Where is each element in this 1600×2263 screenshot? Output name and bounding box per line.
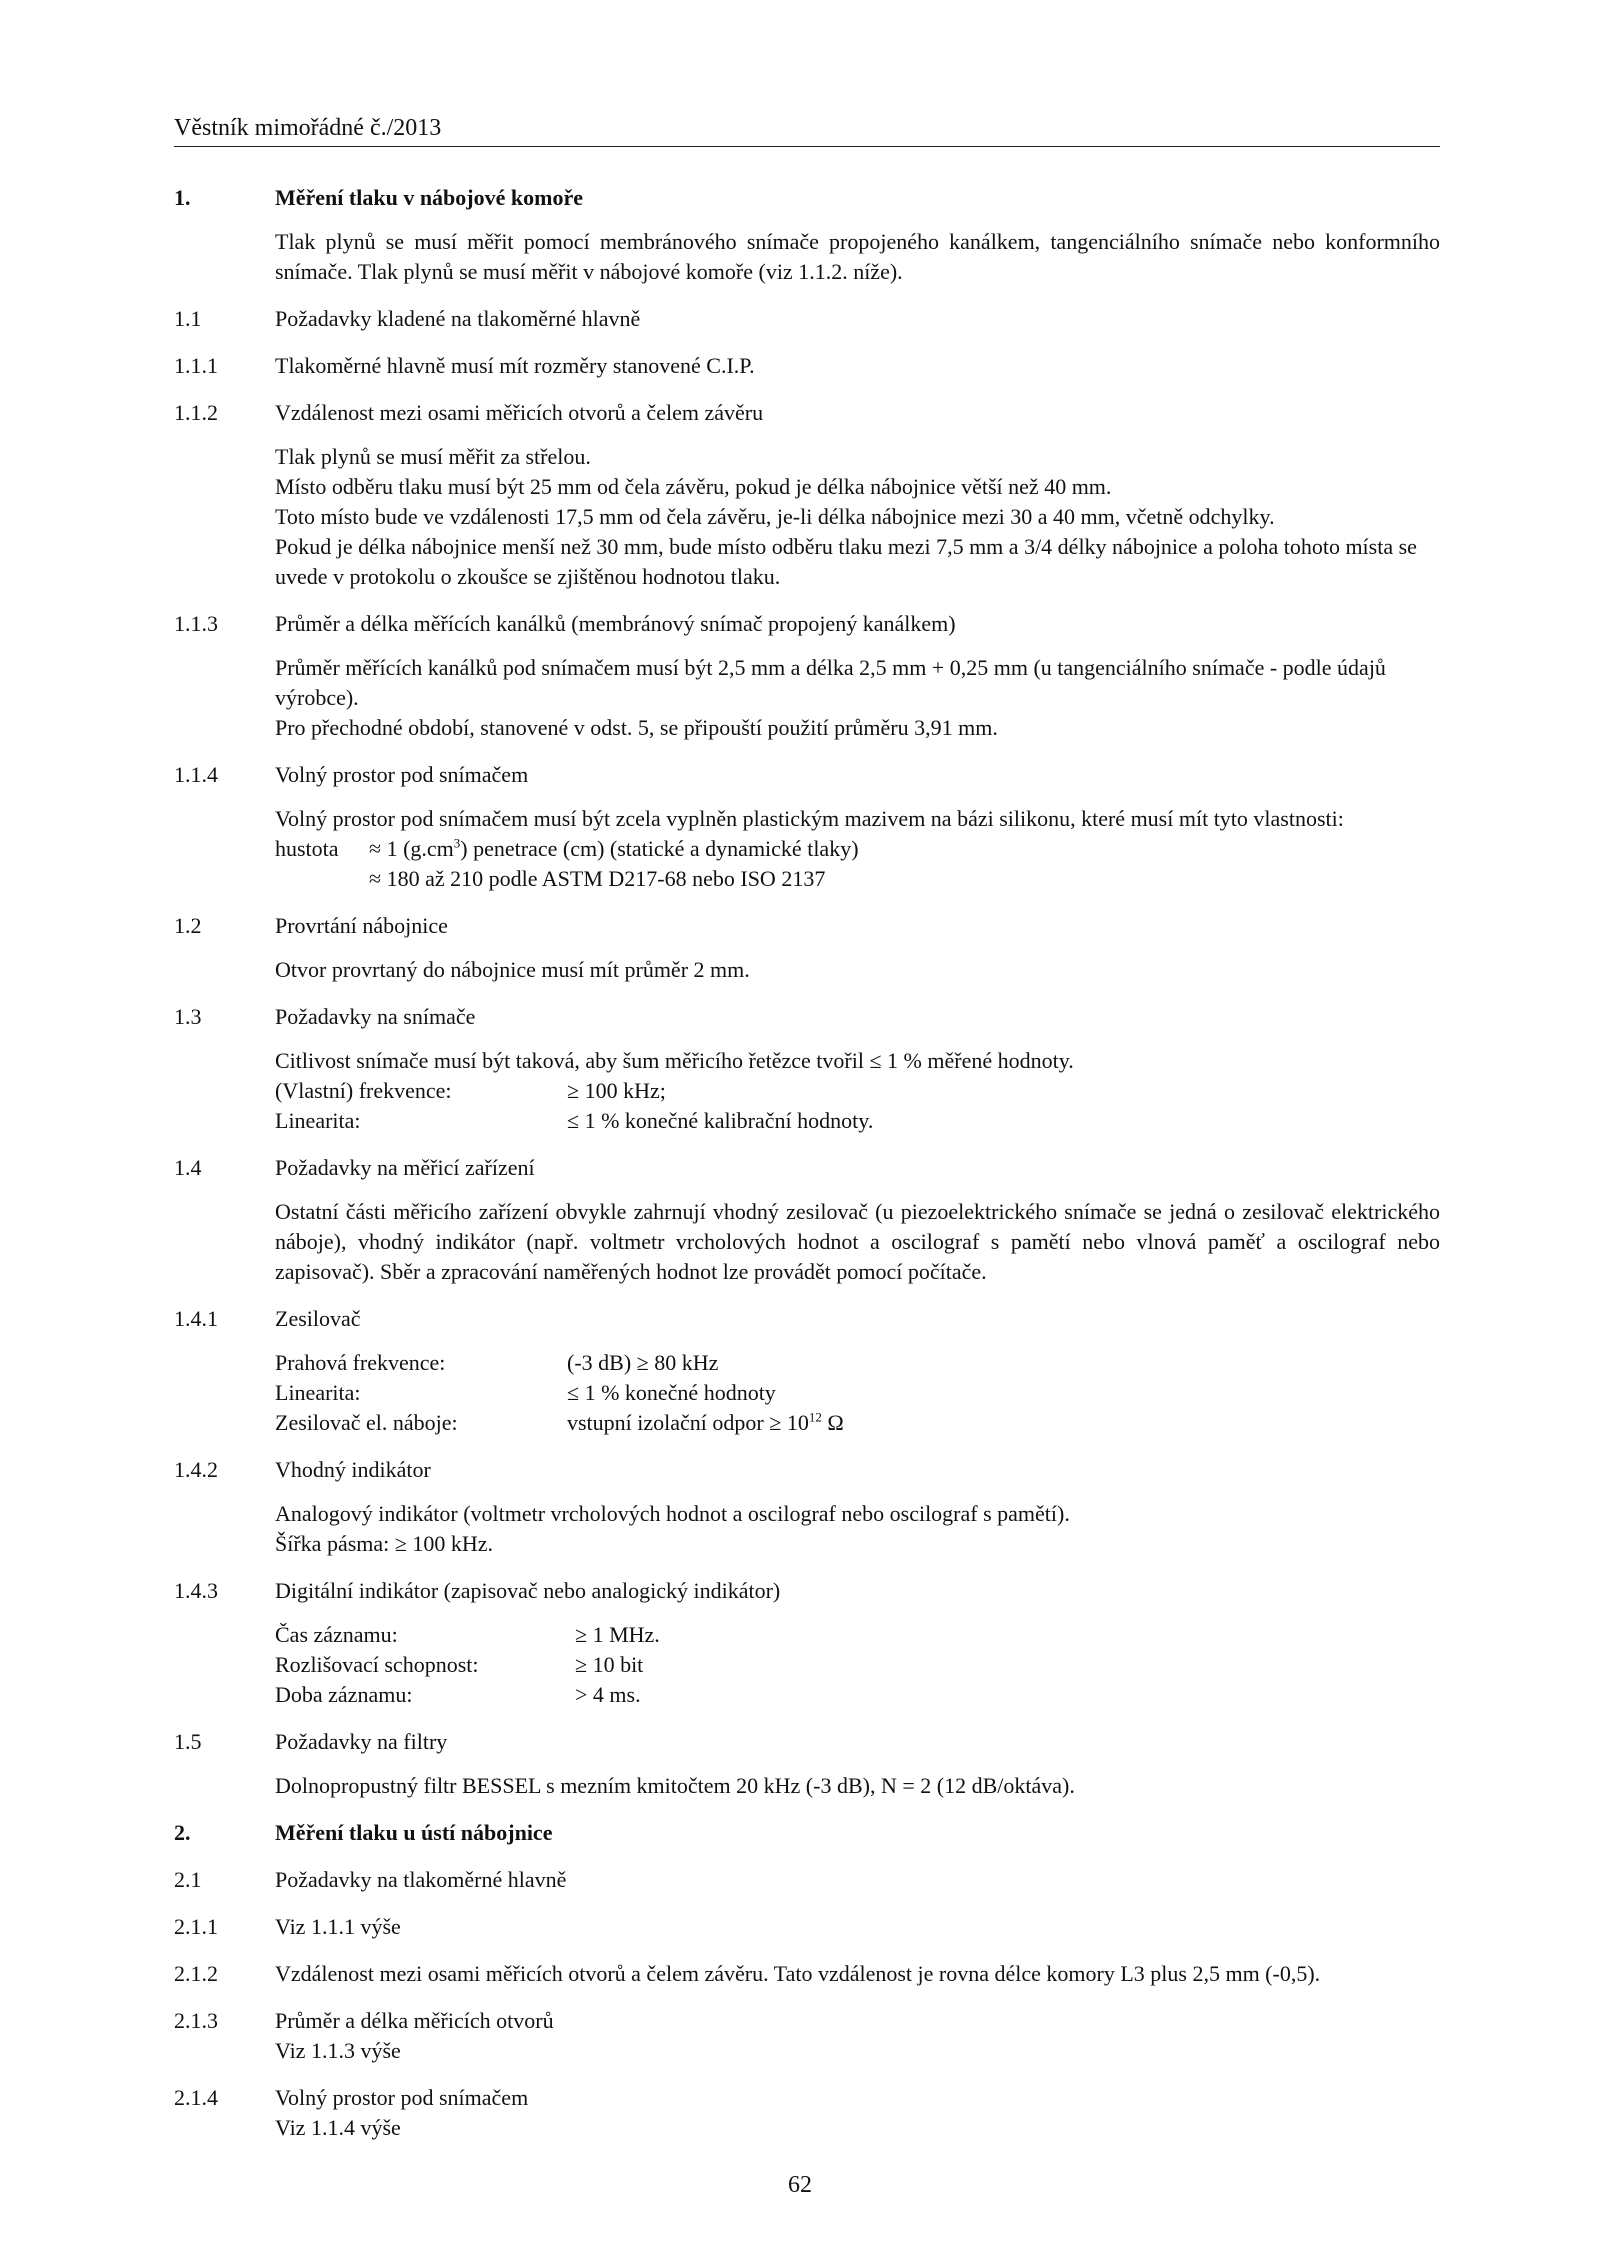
section-number: 2.1	[174, 1867, 202, 1892]
section-1-4-1	[174, 1304, 1440, 1438]
section-number: 2.1.2	[174, 1961, 218, 1986]
paragraph: Šířka pásma: ≥ 100 kHz.	[275, 1531, 493, 1556]
property-value: vstupní izolační odpor ≥ $10^{12}$ Ω	[567, 1409, 844, 1435]
section-number: 1.5	[174, 1729, 202, 1754]
section-text: Viz 1.1.4 výše	[275, 2115, 401, 2140]
section-number: 1.3	[174, 1004, 202, 1029]
section-text	[275, 1620, 1440, 1710]
paragraph: Analogový indikátor (voltmetr vrcholových hodnot a oscilograf nebo oscilograf s pamětí).	[275, 1501, 1070, 1526]
section-1-5	[174, 1727, 1440, 1801]
property-label: Linearita:	[275, 1380, 361, 1405]
section-1-1	[174, 304, 1440, 334]
section-title: Vhodný indikátor	[275, 1457, 431, 1482]
section-number: 2.	[174, 1820, 191, 1845]
property-row	[275, 1408, 1440, 1438]
section-title: Průměr a délka měřících kanálků (membránový snímač propojený kanálkem)	[275, 611, 956, 636]
section-1-2	[174, 911, 1440, 985]
property-row	[275, 1348, 1440, 1378]
property-row	[275, 1076, 1440, 1106]
section-title: Vzdálenost mezi osami měřicích otvorů a čelem závěru. Tato vzdálenost je rovna délce komory L3 plus 2,5 mm (-0,5).	[275, 1961, 1321, 1986]
section-title: Požadavky na filtry	[275, 1729, 448, 1754]
property-label: (Vlastní) frekvence:	[275, 1078, 452, 1103]
section-number: 1.1.3	[174, 611, 218, 636]
property-row	[275, 1650, 1440, 1680]
property-label: Čas záznamu:	[275, 1622, 398, 1647]
section-number: 2.1.3	[174, 2008, 218, 2033]
property-value: ≤ 1 % konečné kalibrační hodnoty.	[567, 1108, 874, 1133]
section-text	[275, 442, 1440, 592]
property-value: (-3 dB) ≥ 80 kHz	[567, 1350, 719, 1375]
section-number: 1.1.4	[174, 762, 218, 787]
property-row	[275, 1378, 1440, 1408]
section-number: 2.1.4	[174, 2085, 218, 2110]
section-text: Viz 1.1.3 výše	[275, 2038, 401, 2063]
property-value: ≥ 1 MHz.	[575, 1622, 660, 1647]
property-row	[275, 834, 1440, 864]
paragraph: Pokud je délka nábojnice menší než 30 mm, bude místo odběru tlaku mezi 7,5 mm a 3/4 délky nábojnice a poloha tohoto místa se uvede v protokolu o zkoušce se zjištěnou hodnotou tlaku.	[275, 534, 1417, 589]
section-1-1-1	[174, 351, 1440, 381]
section-text	[275, 1771, 1440, 1801]
section-1-3	[174, 1002, 1440, 1136]
section-number: 1.1	[174, 306, 202, 331]
section-1-4	[174, 1153, 1440, 1287]
section-title: Digitální indikátor (zapisovač nebo analogický indikátor)	[275, 1578, 781, 1603]
paragraph: Tlak plynů se musí měřit pomocí membránového snímače propojeného kanálkem, tangenciálního snímače nebo konformního snímače. Tlak plynů se musí měřit v nábojové komoře (viz 1.1.2. níže).	[275, 229, 1440, 284]
section-title: Požadavky kladené na tlakoměrné hlavně	[275, 306, 641, 331]
section-2-1	[174, 1865, 1440, 1895]
section-text	[275, 804, 1440, 894]
section-title: Požadavky na snímače	[275, 1004, 476, 1029]
property-value: ≈ 1 $(g.cm^3)$ penetrace (cm) (statické a dynamické tlaky)	[369, 835, 859, 861]
section-title: Průměr a délka měřicích otvorů	[275, 2008, 554, 2033]
section-title: Provrtání nábojnice	[275, 913, 448, 938]
section-number: 1.4.3	[174, 1578, 218, 1603]
section-2-1-2	[174, 1959, 1440, 1989]
section-text	[275, 1499, 1440, 1559]
section-2-1-1	[174, 1912, 1440, 1942]
section-1-1-3	[174, 609, 1440, 743]
section-number: 1.4	[174, 1155, 202, 1180]
property-row	[275, 1620, 1440, 1650]
property-label: Zesilovač el. náboje:	[275, 1410, 458, 1435]
document-body	[174, 183, 1440, 2143]
property-row	[275, 864, 1440, 894]
property-row	[275, 1106, 1440, 1136]
section-title: Požadavky na měřicí zařízení	[275, 1155, 535, 1180]
section-number: 1.	[174, 185, 191, 210]
section-text	[275, 1046, 1440, 1136]
paragraph: Průměr měřících kanálků pod snímačem musí být 2,5 mm a délka 2,5 mm + 0,25 mm (u tangenciálního snímače - podle údajů výrobce).	[275, 655, 1386, 710]
property-value: ≈ 180 až 210 podle ASTM D217-68 nebo ISO 2137	[369, 866, 826, 891]
section-title: Měření tlaku v nábojové komoře	[275, 185, 583, 210]
section-title: Volný prostor pod snímačem	[275, 762, 529, 787]
section-1-1-4	[174, 760, 1440, 894]
property-value: ≥ 100 kHz;	[567, 1078, 666, 1103]
section-title: Požadavky na tlakoměrné hlavně	[275, 1867, 567, 1892]
section-1-4-3	[174, 1576, 1440, 1710]
section-title: Měření tlaku u ústí nábojnice	[275, 1820, 553, 1845]
section-2-1-3	[174, 2006, 1440, 2066]
property-value: ≥ 10 bit	[575, 1652, 644, 1677]
section-text	[275, 955, 1440, 985]
property-label: Rozlišovací schopnost:	[275, 1652, 479, 1677]
section-1	[174, 183, 1440, 287]
section-number: 1.4.1	[174, 1306, 218, 1331]
section-1-4-2	[174, 1455, 1440, 1559]
paragraph: Tlak plynů se musí měřit za střelou.	[275, 444, 591, 469]
section-title: Tlakoměrné hlavně musí mít rozměry stanovené C.I.P.	[275, 353, 755, 378]
property-row	[275, 1680, 1440, 1710]
property-label: hustota	[275, 836, 339, 861]
section-number: 1.4.2	[174, 1457, 218, 1482]
journal-title: Věstník mimořádné č./2013	[174, 115, 442, 141]
section-title: Volný prostor pod snímačem	[275, 2085, 529, 2110]
section-text	[275, 1197, 1440, 1287]
section-title: Vzdálenost mezi osami měřicích otvorů a čelem závěru	[275, 400, 764, 425]
paragraph: Místo odběru tlaku musí být 25 mm od čela závěru, pokud je délka nábojnice větší než 40 mm.	[275, 474, 1112, 499]
section-number: 1.1.2	[174, 400, 218, 425]
section-text	[275, 653, 1440, 743]
property-value: ≤ 1 % konečné hodnoty	[567, 1380, 776, 1405]
page-header	[174, 110, 1440, 147]
paragraph: Otvor provrtaný do nábojnice musí mít průměr 2 mm.	[275, 957, 750, 982]
property-value: > 4 ms.	[575, 1682, 641, 1707]
section-number: 2.1.1	[174, 1914, 218, 1939]
paragraph: Toto místo bude ve vzdálenosti 17,5 mm od čela závěru, je-li délka nábojnice mezi 30 a 40 mm, včetně odchylky.	[275, 504, 1275, 529]
section-number: 1.2	[174, 913, 202, 938]
property-label: Prahová frekvence:	[275, 1350, 446, 1375]
property-label: Linearita:	[275, 1108, 361, 1133]
property-label: Doba záznamu:	[275, 1682, 413, 1707]
section-title: Viz 1.1.1 výše	[275, 1914, 401, 1939]
section-1-1-2	[174, 398, 1440, 592]
paragraph: Citlivost snímače musí být taková, aby šum měřicího řetězce tvořil ≤ 1 % měřené hodnoty.	[275, 1048, 1074, 1073]
paragraph: Dolnopropustný filtr BESSEL s mezním kmitočtem 20 kHz (-3 dB), N = 2 (12 dB/oktáva).	[275, 1773, 1075, 1798]
section-2	[174, 1818, 1440, 1848]
section-text	[275, 227, 1440, 287]
paragraph: Ostatní části měřicího zařízení obvykle zahrnují vhodný zesilovač (u piezoelektrického snímače se jedná o zesilovač elektrického náboje), vhodný indikátor (např. voltmetr vrcholových hodnot a oscilograf s pamětí nebo vlnová paměť a oscilograf nebo zapisovač). Sběr a zpracování naměřených hodnot lze provádět pomocí počítače.	[275, 1199, 1440, 1284]
section-title: Zesilovač	[275, 1306, 361, 1331]
paragraph: Volný prostor pod snímačem musí být zcela vyplněn plastickým mazivem na bázi silikonu, které musí mít tyto vlastnosti:	[275, 806, 1344, 831]
section-number: 1.1.1	[174, 353, 218, 378]
paragraph: Pro přechodné období, stanovené v odst. 5, se připouští použití průměru 3,91 mm.	[275, 715, 998, 740]
section-2-1-4	[174, 2083, 1440, 2143]
page-number: 62	[788, 2172, 812, 2198]
section-text	[275, 1348, 1440, 1438]
